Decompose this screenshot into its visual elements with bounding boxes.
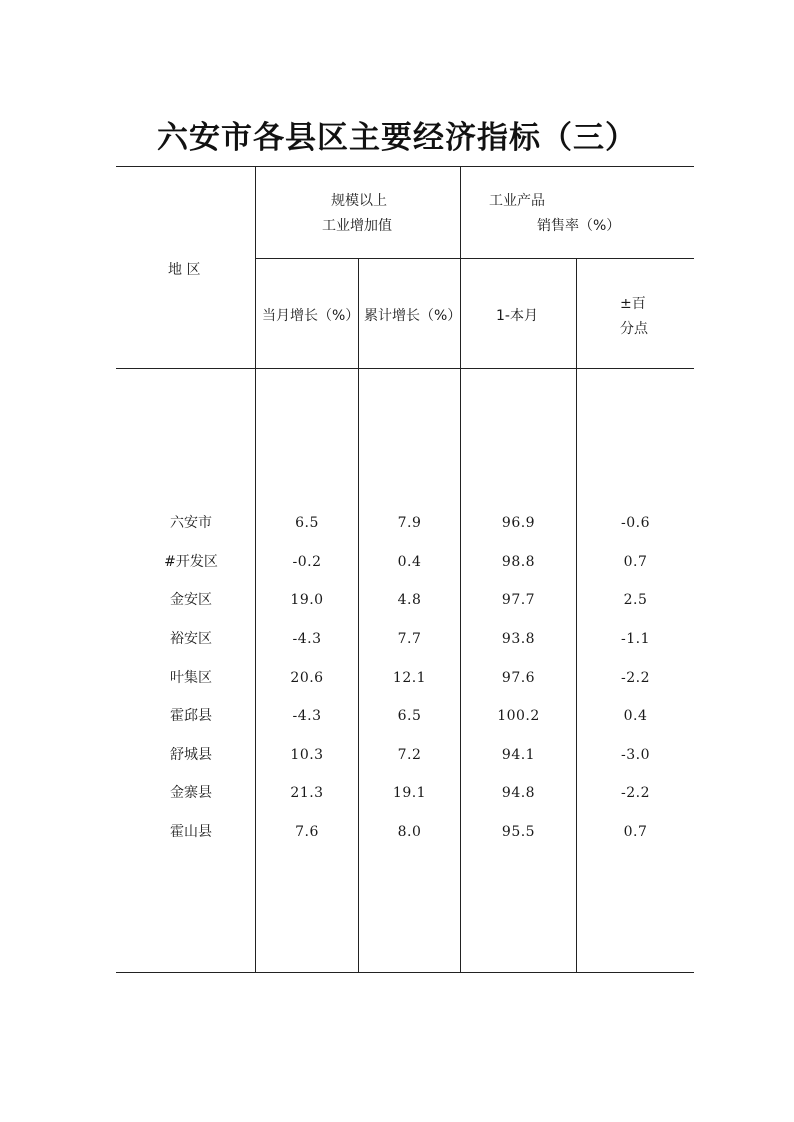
page-title: 六安市各县区主要经济指标（三）	[157, 120, 637, 156]
cumulative-growth-cell: 8.0	[397, 824, 422, 840]
column-divider-2	[358, 258, 359, 973]
cumulative-growth-cell: 19.1	[392, 785, 427, 801]
monthly-growth-cell: 7.6	[295, 824, 319, 840]
region-cell: #开发区	[164, 554, 218, 570]
header-pp-line2: 分点	[620, 321, 648, 337]
region-cell: 金安区	[170, 592, 212, 608]
header-sales-rate-line1: 工业产品	[489, 193, 545, 209]
sales-rate-cell: 97.6	[501, 670, 536, 686]
monthly-growth-cell: -4.3	[292, 708, 322, 724]
monthly-growth-cell: -0.2	[292, 554, 322, 570]
monthly-growth-cell: 6.5	[295, 515, 319, 531]
pp-change-cell: -0.6	[621, 515, 650, 531]
cumulative-growth-cell: 0.4	[397, 554, 422, 570]
monthly-growth-cell: -4.3	[292, 631, 322, 647]
cumulative-growth-cell: 7.7	[397, 631, 422, 647]
sales-rate-cell: 93.8	[501, 631, 536, 647]
sales-rate-cell: 98.8	[501, 554, 536, 570]
region-cell: 金寨县	[170, 785, 212, 801]
monthly-growth-cell: 19.0	[290, 592, 324, 608]
header-pp-line1: ±百	[620, 296, 646, 312]
header-monthly-growth: 当月增长（%）	[262, 308, 360, 324]
sales-rate-cell: 100.2	[497, 708, 540, 724]
pp-change-cell: -2.2	[621, 670, 650, 686]
sales-rate-cell: 96.9	[501, 515, 536, 531]
header-cumulative-growth: 累计增长（%）	[364, 308, 462, 324]
header-value-added-line1: 规模以上	[331, 193, 387, 209]
pp-change-cell: 2.5	[623, 592, 648, 608]
pp-change-cell: -2.2	[621, 785, 650, 801]
region-cell: 六安市	[170, 515, 212, 531]
region-cell: 霍山县	[170, 824, 212, 840]
table-bottom-rule	[116, 972, 694, 973]
pp-change-cell: -3.0	[621, 747, 650, 763]
cumulative-growth-cell: 7.2	[397, 747, 422, 763]
column-divider-4	[576, 258, 577, 973]
sales-rate-cell: 95.5	[501, 824, 536, 840]
group-header-rule	[255, 258, 694, 259]
monthly-growth-cell: 20.6	[290, 670, 324, 686]
table-top-rule	[116, 166, 694, 167]
header-sales-rate-line2: 销售率（%）	[537, 218, 621, 234]
sales-rate-cell: 94.1	[501, 747, 536, 763]
monthly-growth-cell: 21.3	[290, 785, 324, 801]
cumulative-growth-cell: 4.8	[397, 592, 422, 608]
header-region: 地 区	[168, 262, 201, 278]
pp-change-cell: 0.7	[623, 554, 648, 570]
sales-rate-cell: 97.7	[501, 592, 536, 608]
cumulative-growth-cell: 12.1	[392, 670, 427, 686]
pp-change-cell: -1.1	[621, 631, 650, 647]
header-ytd: 1-本月	[496, 308, 538, 324]
region-cell: 叶集区	[170, 670, 212, 686]
cumulative-growth-cell: 6.5	[397, 708, 422, 724]
sales-rate-cell: 94.8	[501, 785, 536, 801]
pp-change-cell: 0.4	[623, 708, 648, 724]
pp-change-cell: 0.7	[623, 824, 648, 840]
header-bottom-rule	[116, 368, 694, 369]
cumulative-growth-cell: 7.9	[397, 515, 422, 531]
region-cell: 霍邱县	[170, 708, 212, 724]
region-cell: 舒城县	[170, 747, 212, 763]
region-cell: 裕安区	[170, 631, 212, 647]
monthly-growth-cell: 10.3	[290, 747, 324, 763]
header-value-added-line2: 工业增加值	[322, 218, 392, 234]
